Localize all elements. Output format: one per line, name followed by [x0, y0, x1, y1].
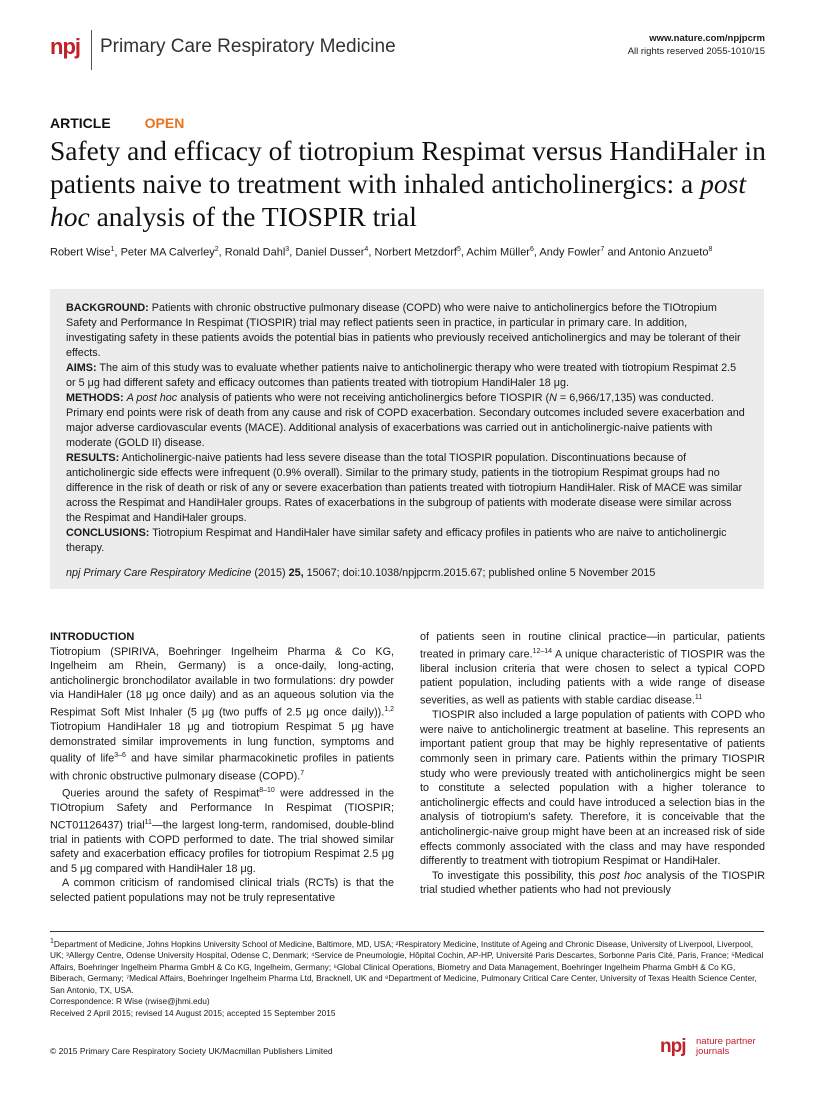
section-heading-introduction: INTRODUCTION	[50, 631, 135, 643]
header-divider	[91, 30, 92, 70]
received-dates: Received 2 April 2015; revised 14 August 2015; accepted 15 September 2015	[50, 1007, 336, 1018]
rights-notice: All rights reserved 2055-1010/15	[627, 46, 765, 57]
author-name: Peter MA Calverley	[120, 246, 215, 259]
affiliations: $^1$Department of Medicine, Johns Hopkins University School of Medicine, Baltimore, MD, USA; ²Respiratory Medicine, Institute of Ageing and Chronic Disease, University of Liverpool, Liverpool, UK; ³Allergy Centre, Odense University Hospital, Odense C, Denmark; ⁴Service de Pneumologie, Hôpital Cochin, AP-HP, Université Paris Descartes, Sorbonne Paris Cité, Paris, France; ⁵Medical Affairs, Boehringer Ingelheim Pharma GmbH & Co KG, Ingelheim, Germany; ⁶Global Clinical Operations, Biometry and Data Management, Boehringer Ingelheim Pharma GmbH & Co KG, Biberach, Germany; ⁷Medical Affairs, Boehringer Ingelheim Pharma Ltd, Bracknell, UK and ⁸Department of Medicine, Pulmonary Critical Care Center, University of Texas Health Science Center, San Antonio, TX, USA.	[50, 938, 764, 995]
open-access-label: OPEN	[144, 115, 185, 131]
nature-partner-journals-tag: nature partner journals	[696, 1036, 756, 1057]
body-paragraph: of patients seen in routine clinical practice—in particular, patients treated in primary care.$^{12-14}$ A unique characteristic of TIOSPIR was the liberal inclusion criteria that were chosen to select a typical COPD patient population, including patients with a wide range of disease severities, as well as patients with stable cardiac disease.$^{11}$	[420, 631, 765, 707]
author-affiliation: 8	[708, 246, 713, 253]
npj-footer-logo: npj	[660, 1036, 686, 1057]
author-affiliation: 1	[110, 246, 115, 253]
article-label: ARTICLE	[50, 115, 111, 131]
author-list: Robert Wise$^1$, Peter MA Calverley$^2$, Ronald Dahl$^3$, Daniel Dusser$^4$, Norbert Metzdorf$^5$, Achim Müller$^6$, Andy Fowler$^7$ and Antonio Anzueto$^8$	[50, 246, 713, 259]
body-paragraph: Tiotropium (SPIRIVA, Boehringer Ingelheim Pharma & Co KG, Ingelheim am Rhein, Germany) is a once-daily, long-acting, anticholinergic bronchodilator available in two formulations: dry powder via HandiHaler (18 μg once daily) and as an aqueous solution via the Respimat Soft Mist Inhaler (5 μg (two puffs of 2.5 μg once daily)).$^{1,2}$ Tiotropium HandiHaler 18 μg and tiotropium Respimat 5 μg have demonstrated similar improvements in lung function, symptoms and quality of life$^{3-6}$ and have similar pharmacokinetic profiles in patients with chronic obstructive pulmonary disease (COPD).$^7$	[50, 645, 394, 783]
author-affiliation: 7	[600, 246, 605, 253]
author-name: Norbert Metzdorf	[374, 246, 457, 259]
author-affiliation: 3	[285, 246, 290, 253]
citation-line: npj Primary Care Respiratory Medicine (2015) 25, 15067; doi:10.1038/npjpcrm.2015.67; published online 5 November 2015	[66, 567, 656, 579]
correspondence: Correspondence: R Wise (rwise@jhmi.edu)	[50, 996, 210, 1007]
abstract-conclusions: CONCLUSIONS: Tiotropium Respimat and HandiHaler have similar safety and efficacy profiles in patients who are naive to anticholinergic therapy.	[66, 527, 727, 554]
body-paragraph: To investigate this possibility, this post hoc analysis of the TIOSPIR trial studied whether patients who had not previously	[420, 869, 765, 897]
author-affiliation: 5	[456, 246, 461, 253]
article-labels	[50, 115, 184, 131]
abstract-aims: AIMS: The aim of this study was to evaluate whether patients naive to anticholinergic therapy who were treated with tiotropium Respimat 2.5 or 5 μg had different safety and efficacy outcomes than patients treated with tiotropium HandiHaler 18 μg.	[66, 362, 737, 389]
abstract-box	[50, 289, 764, 589]
body-paragraph: Queries around the safety of Respimat$^{8-10}$ were addressed in the TIOtropium Safety and Performance In Respimat (TIOSPIR; NCT01126437) trial$^{11}$—the largest long-term, randomised, double-blind trial in patients with COPD performed to date. The trial showed similar safety and exacerbation efficacy profiles for tiotropium Respimat 2.5 μg and 5 μg compared with HandiHaler 18 μg.	[50, 786, 394, 875]
author-affiliation: 2	[214, 246, 219, 253]
journal-url[interactable]: www.nature.com/npjpcrm	[649, 33, 765, 44]
author-name: Andy Fowler	[539, 246, 601, 259]
author-affiliation: 6	[529, 246, 534, 253]
journal-name: Primary Care Respiratory Medicine	[100, 36, 396, 57]
footnote-divider	[50, 931, 764, 932]
abstract-background: BACKGROUND: Patients with chronic obstructive pulmonary disease (COPD) who were naive to anticholinergics before the TIOtropium Safety and Performance In Respimat (TIOSPIR) trial may reflect patients seen in practice, in particular in primary care. In addition, investigating safety in these patients avoids the potential bias in patients who previously received anticholinergics and may be tolerant of their effects.	[66, 302, 741, 359]
body-column-right	[420, 630, 765, 898]
author-name: Daniel Dusser	[295, 246, 365, 259]
author-name: Achim Müller	[466, 246, 530, 259]
abstract-methods: METHODS: A post hoc analysis of patients who were not receiving anticholinergics before TIOSPIR (N = 6,966/17,135) was conducted. Primary end points were risk of death from any cause and risk of COPD exacerbation. Secondary outcomes included severe exacerbation and major adverse cardiovascular events (MACE). Additional analysis of exacerbations was carried out in anticholinergic-naive patients with moderate (GOLD II) disease.	[66, 392, 745, 449]
footnotes	[50, 936, 764, 1019]
body-paragraph: A common criticism of randomised clinical trials (RCTs) is that the selected patient populations may not be truly representative	[50, 877, 394, 905]
npj-logo: npj	[50, 34, 80, 59]
body-paragraph: TIOSPIR also included a large population of patients with COPD who were naive to anticholinergic treatment at baseline. This represents an important patient group that may be highly representative of patients commonly seen in primary care. Patients within the primary TIOSPIR study who were previously treated with anticholinergics might be seen to constitute a selected population with a higher tolerance to anticholinergic effects and could have introduced a selection bias in the analysis of tiotropium's safety. Therefore, it is conceivable that the anticholinergic-naive group might have been at an increased risk of side effects commonly associated with the class and may have responded differently to treatment with tiotropium Respimat or HandiHaler.	[420, 709, 765, 868]
copyright-notice: © 2015 Primary Care Respiratory Society UK/Macmillan Publishers Limited	[50, 1046, 333, 1056]
header-info	[628, 32, 765, 58]
abstract-results: RESULTS: Anticholinergic-naive patients had less severe disease than the total TIOSPIR population. Discontinuations because of anticholinergic side effects were infrequent (0.9% overall). Similar to the primary study, patients in the tiotropium Respimat groups had no difference in the risk of death or risk of any or severe exacerbation than patients treated with tiotropium HandiHaler. Risk of MACE was similar across the Respimat and HandiHaler groups. Rates of exacerbations in the subgroup of patients with moderate disease were similar across the Respimat and HandiHaler groups.	[66, 452, 743, 524]
author-name: Ronald Dahl	[224, 246, 286, 259]
body-column-left	[50, 630, 394, 906]
author-name: Robert Wise	[50, 246, 111, 259]
author-affiliation: 4	[364, 246, 369, 253]
author-name: Antonio Anzueto	[628, 246, 709, 259]
article-title: Safety and efficacy of tiotropium Respimat versus HandiHaler in patients naive to treatment with inhaled anticholinergics: a post hoc analysis of the TIOSPIR trial	[50, 135, 766, 232]
